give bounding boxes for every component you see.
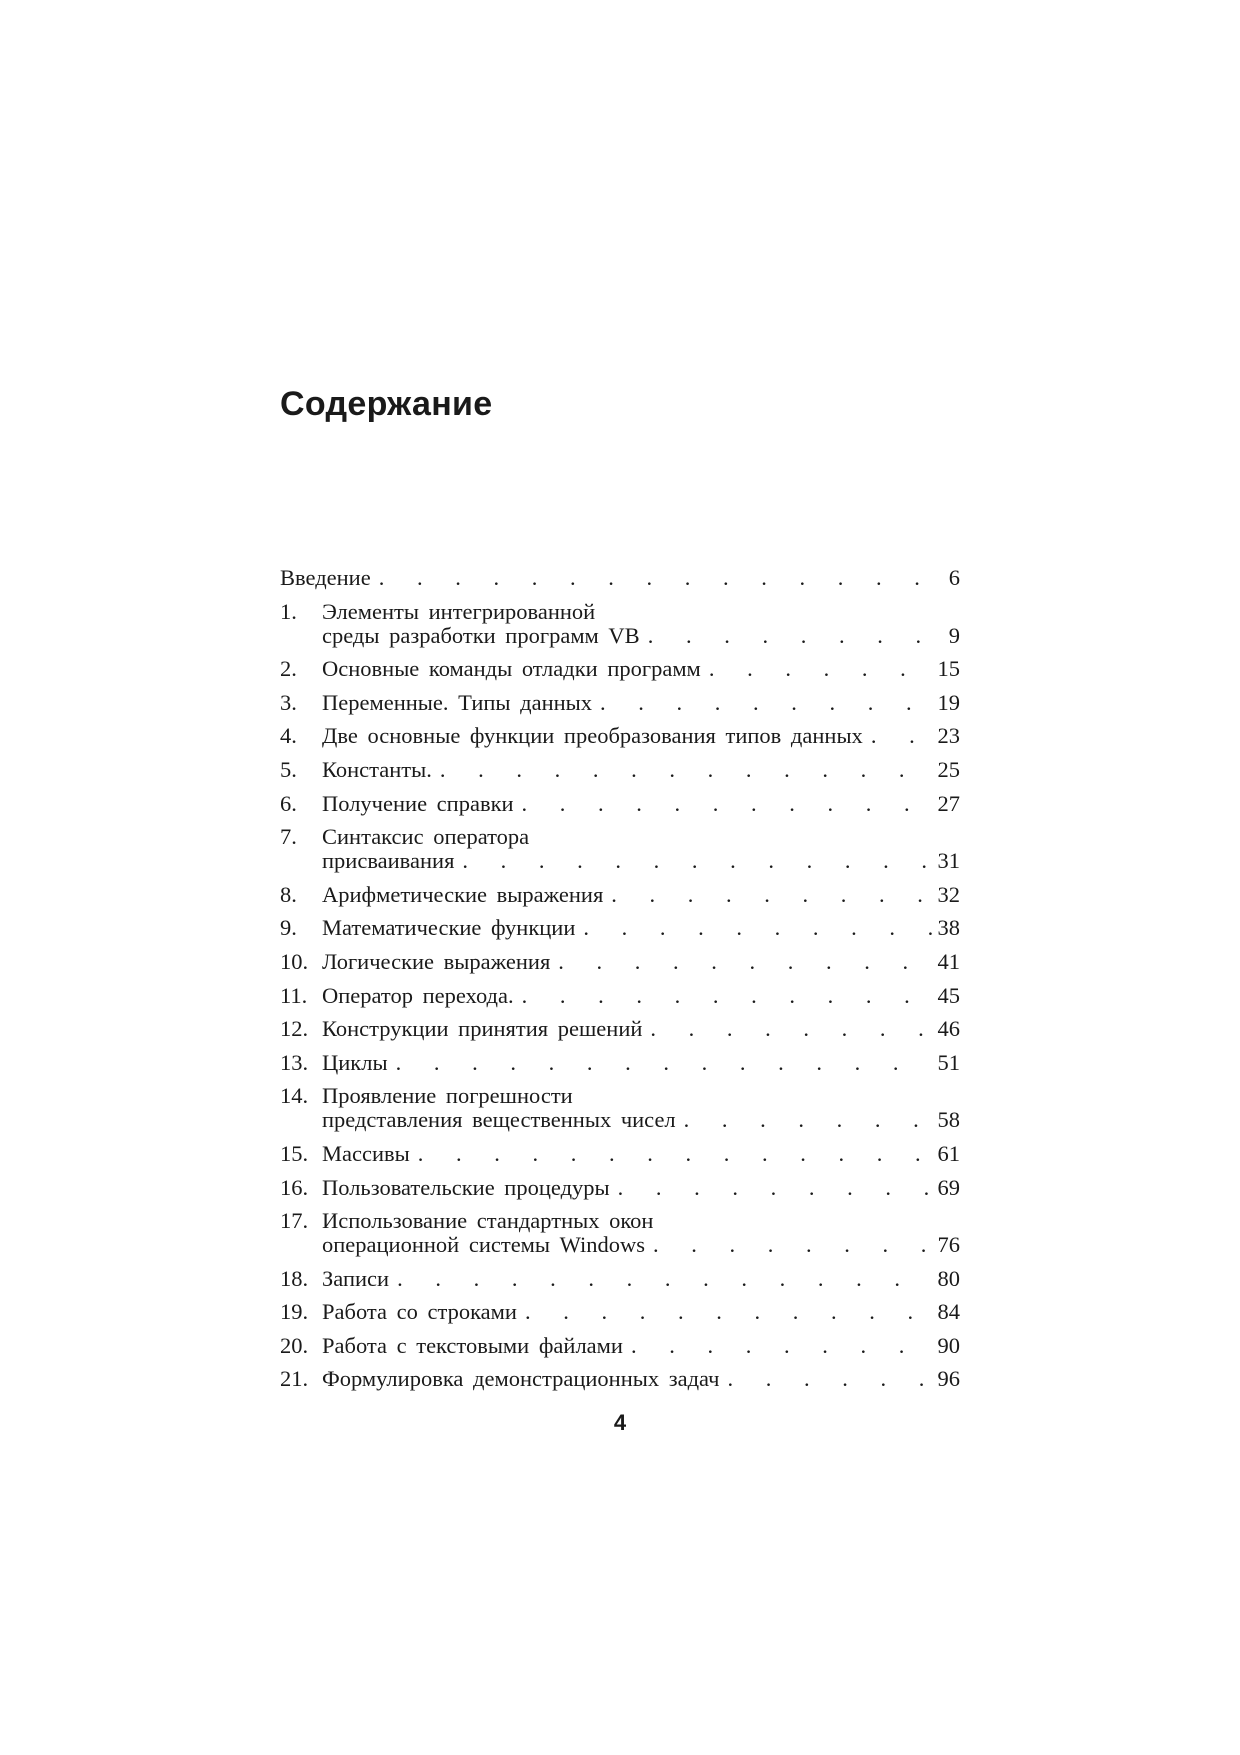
page-number: 4 [613,1410,627,1435]
toc-entry-line [280,566,960,590]
toc-entry-page: 38 [937,915,960,941]
toc-entry-title: Конструкции принятия решений [322,1016,643,1042]
toc-entry-title: Формулировка демонстрационных задач [322,1366,720,1392]
toc-entry[interactable] [280,916,960,940]
toc-dot-leader [454,849,931,873]
toc-dot-leader [610,1176,932,1200]
toc-dot-leader [550,950,931,974]
toc-entry-body [322,792,960,816]
toc-entry-page: 58 [937,1107,960,1133]
toc-entry-page: 46 [937,1016,960,1042]
toc-entry-title: Циклы [322,1049,388,1075]
toc-dot-leader [371,566,943,590]
toc-entry-line [322,1017,960,1041]
toc-entry-title: Константы. [322,756,432,782]
toc-entry-body [322,1142,960,1166]
toc-entry-line [322,724,960,748]
toc-entry-number: 15. [280,1140,309,1166]
toc-entry[interactable] [280,883,960,907]
toc-entry-title: Синтаксис оператора [322,824,530,850]
toc-entry-body [322,657,960,681]
toc-entry[interactable] [280,566,960,590]
toc-entry-body [322,1176,960,1200]
toc-dot-leader [640,624,943,648]
toc-entry-number: 14. [280,1083,309,1109]
toc-entry-body [322,1367,960,1391]
toc-entry-title: Работа со строками [322,1299,517,1325]
toc-entry-number: 11. [280,982,308,1008]
toc-entry-line [322,792,960,816]
toc-entry-page: 27 [937,790,960,816]
toc-entry[interactable] [280,950,960,974]
toc-entry-line [322,916,960,940]
toc-entry-number: 7. [280,824,297,850]
toc-entry-page: 84 [937,1299,960,1325]
toc-entry-body [322,691,960,715]
toc-entry-body [322,1051,960,1075]
toc-entry-title: среды разработки программ VB [322,622,640,648]
toc-entry-number: 13. [280,1049,309,1075]
toc-entry-number: 3. [280,689,297,715]
toc-entry-title: Записи [322,1265,390,1291]
toc-entry-line [322,1051,960,1075]
toc-entry-title: представления вещественных чисел [322,1107,676,1133]
toc-entry-line [322,1142,960,1166]
toc-entry-number: 10. [280,948,309,974]
toc-entry-title: операционной системы Windows [322,1232,645,1258]
toc-entry-page: 32 [937,881,960,907]
toc-dot-leader [645,1233,932,1257]
toc-entry-page: 80 [937,1265,960,1291]
toc-entry-title: Введение [280,565,371,590]
toc-entry-line [322,825,960,849]
toc-entry[interactable] [280,1142,960,1166]
toc-entry-line [322,1267,960,1291]
toc-entry-page: 76 [937,1232,960,1258]
toc-entry-title: Математические функции [322,915,576,941]
toc-entry-title: присваивания [322,848,455,874]
toc-entry-title: Получение справки [322,790,514,816]
toc-entry-line [322,1300,960,1324]
toc-dot-leader [517,1300,932,1324]
toc-entry-number: 9. [280,915,297,941]
toc-entry-page: 23 [937,723,960,749]
toc-entry-page: 51 [937,1049,960,1075]
toc-entry-title: Переменные. Типы данных [322,689,593,715]
toc-entry[interactable] [280,724,960,748]
toc-entry-body [322,600,960,648]
toc-entry-number: 6. [280,790,297,816]
toc-entry-line [322,849,960,873]
toc-entry-number: 16. [280,1174,309,1200]
toc-entry-body [322,825,960,873]
toc-entry-title: Оператор перехода. [322,982,514,1008]
toc-entry[interactable] [280,691,960,715]
toc-entry-number: 17. [280,1208,309,1234]
toc-entry-line [322,1084,960,1108]
toc-entry-page: 69 [937,1174,960,1200]
toc-entry-number: 1. [280,598,297,624]
toc-entry-number: 8. [280,881,297,907]
toc-entry[interactable] [280,984,960,1008]
toc-entry[interactable] [280,600,960,648]
toc-entry-body [322,1300,960,1324]
toc-entry-page: 25 [937,756,960,782]
toc-dot-leader [388,1051,932,1075]
toc-entry[interactable] [280,1209,960,1257]
toc-entry-page: 96 [937,1366,960,1392]
toc-entry-number: 2. [280,656,297,682]
toc-entry-line [322,1367,960,1391]
toc-entry[interactable] [280,1267,960,1291]
toc-entry-body [322,1209,960,1257]
toc-entry-line [322,691,960,715]
toc-entry[interactable] [280,1367,960,1391]
toc-entry-title: Логические выражения [322,948,551,974]
toc-entry-line [322,1334,960,1358]
toc-entry[interactable] [280,792,960,816]
toc-entry-title: Элементы интегрированной [322,598,596,624]
toc-entry[interactable] [280,1334,960,1358]
toc-entry-line [322,600,960,624]
toc-entry[interactable] [280,1084,960,1132]
toc-entry-number: 21. [280,1366,309,1392]
toc-dot-leader [863,724,932,748]
toc-entry-body [322,724,960,748]
toc-entry[interactable] [280,1176,960,1200]
toc-dot-leader [719,1367,931,1391]
page-title: Содержание [280,385,493,423]
toc-entry-body [322,1267,960,1291]
toc-entry-page: 9 [948,622,960,648]
toc-entry[interactable] [280,657,960,681]
toc-entry-number: 19. [280,1299,309,1325]
toc-dot-leader [603,883,931,907]
toc-dot-leader [575,916,931,940]
toc-entry[interactable] [280,1300,960,1324]
toc-entry[interactable] [280,825,960,873]
toc-entry-body [322,1017,960,1041]
toc-entry-number: 20. [280,1332,309,1358]
toc-entry-title: Проявление погрешности [322,1083,573,1109]
toc-entry-page: 6 [948,565,960,590]
toc-entry-body [322,984,960,1008]
toc-dot-leader [432,758,932,782]
toc-entry-line [322,1176,960,1200]
toc-entry-number: 12. [280,1016,309,1042]
toc-entry-title: Две основные функции преобразования типов данных [322,723,863,749]
toc-entry-line [322,1233,960,1257]
toc-entry-body [280,566,960,590]
toc-entry-title: Массивы [322,1140,410,1166]
toc-dot-leader [514,792,932,816]
toc-entry-body [322,758,960,782]
toc-entry-title: Основные команды отладки программ [322,656,701,682]
toc-entry-body [322,1334,960,1358]
toc-dot-leader [676,1108,932,1132]
toc-dot-leader [389,1267,931,1291]
toc-entry-body [322,883,960,907]
toc-entry-title: Работа с текстовыми файлами [322,1332,623,1358]
toc-entry-page: 19 [937,689,960,715]
toc-entry-title: Использование стандартных окон [322,1208,654,1234]
toc-dot-leader [514,984,932,1008]
toc-entry-line [322,657,960,681]
toc-dot-leader [623,1334,932,1358]
toc-entry-page: 45 [937,982,960,1008]
toc-entry[interactable] [280,758,960,782]
table-of-contents [280,566,960,1401]
toc-dot-leader [642,1017,931,1041]
toc-entry-page: 41 [937,948,960,974]
toc-entry-line [322,624,960,648]
toc-entry-line [322,883,960,907]
toc-entry-page: 90 [937,1332,960,1358]
toc-entry-number: 5. [280,756,297,782]
toc-dot-leader [410,1142,932,1166]
toc-entry-page: 61 [937,1140,960,1166]
toc-entry-number: 18. [280,1265,309,1291]
toc-dot-leader [592,691,931,715]
toc-entry-line [322,984,960,1008]
toc-entry-page: 15 [937,656,960,682]
toc-entry-line [322,950,960,974]
toc-entry-line [322,1108,960,1132]
toc-entry-number: 4. [280,723,297,749]
toc-entry-title: Арифметические выражения [322,881,604,907]
toc-entry-body [322,1084,960,1132]
toc-entry-line [322,758,960,782]
toc-entry[interactable] [280,1051,960,1075]
toc-entry-body [322,916,960,940]
toc-entry-body [322,950,960,974]
toc-entry-line [322,1209,960,1233]
toc-entry[interactable] [280,1017,960,1041]
toc-dot-leader [701,657,932,681]
toc-entry-page: 31 [937,848,960,874]
toc-entry-title: Пользовательские процедуры [322,1174,610,1200]
